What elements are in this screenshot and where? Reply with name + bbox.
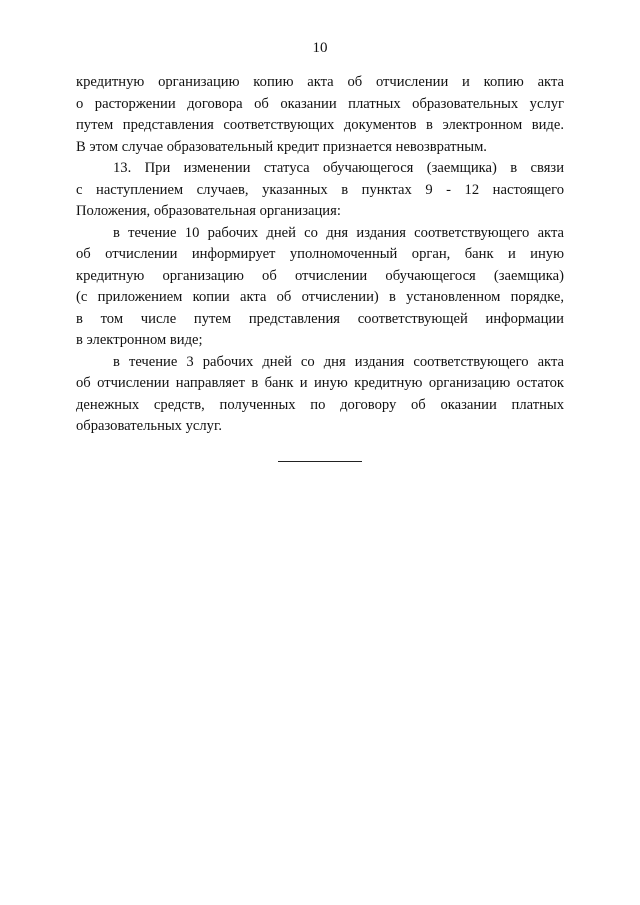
- text-line: с наступлением случаев, указанных в пунктах 9 - 12 настоящего: [76, 181, 564, 198]
- text-line: кредитную организацию об отчислении обучающегося (заемщика): [76, 267, 564, 284]
- text-line: об отчислении направляет в банк и иную кредитную организацию остаток: [76, 375, 564, 391]
- text-line: В этом случае образовательный кредит признается невозвратным.: [76, 138, 487, 155]
- paragraph-continuation: [76, 72, 564, 158]
- text-line: 13. При изменении статуса обучающегося (заемщика) в связи: [113, 160, 564, 176]
- text-line: в электронном виде;: [76, 332, 203, 348]
- page-number: 10: [312, 40, 328, 56]
- text-line: (с приложением копии акта об отчислении) в установленном порядке,: [76, 289, 564, 305]
- text-line: в течение 10 рабочих дней со дня издания соответствующего акта: [113, 224, 564, 241]
- text-line: Положения, образовательная организация:: [76, 203, 341, 219]
- paragraph-item-13: [76, 158, 564, 223]
- text-line: путем представления соответствующих документов в электронном виде.: [76, 117, 564, 133]
- paragraph-clause-3-days: [76, 352, 564, 438]
- text-line: в течение 3 рабочих дней со дня издания соответствующего акта: [113, 353, 564, 370]
- text-line: об отчислении информирует уполномоченный орган, банк и иную: [76, 246, 564, 262]
- text-line: в том числе путем представления соответствующей информации: [76, 310, 564, 327]
- text-line: кредитную организацию копию акта об отчислении и копию акта: [76, 74, 564, 90]
- end-of-document-rule: [278, 461, 362, 462]
- text-line: о расторжении договора об оказании платных образовательных услуг: [76, 95, 564, 112]
- paragraph-clause-10-days: [76, 223, 564, 352]
- text-line: денежных средств, полученных по договору об оказании платных: [76, 396, 564, 413]
- document-body: [76, 72, 564, 438]
- text-line: образовательных услуг.: [76, 418, 222, 434]
